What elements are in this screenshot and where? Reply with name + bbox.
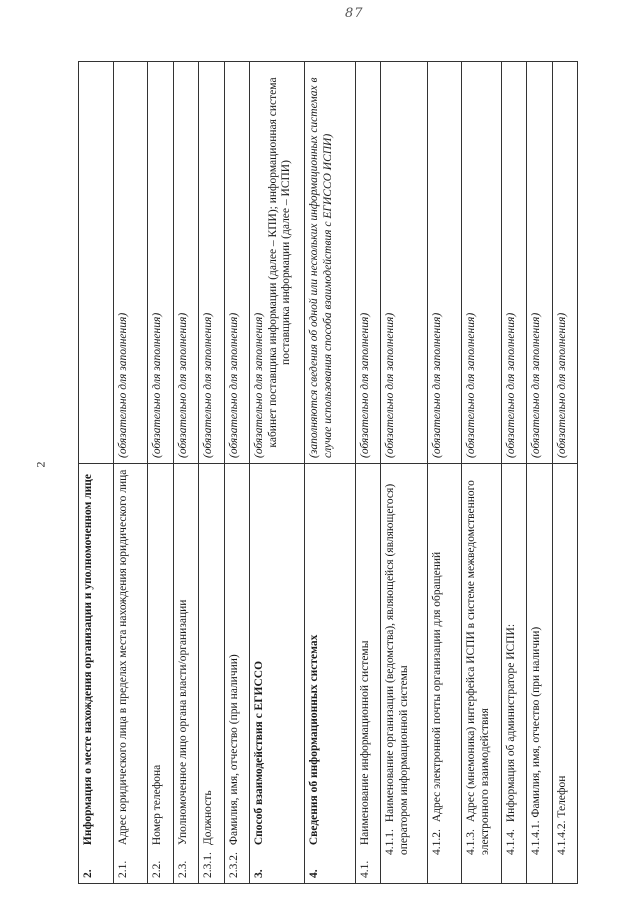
row-number: 3. xyxy=(253,869,265,878)
row-number: 4. xyxy=(308,869,321,878)
row-label: Фамилия, имя, отчество (при наличии) xyxy=(227,654,240,846)
row-number: 4.1.1. xyxy=(384,829,397,855)
row-label: Уполномоченное лицо органа власти/организации xyxy=(176,599,189,846)
row-number: 4.1.4.2. xyxy=(555,820,568,855)
row-label-cell xyxy=(462,464,501,884)
row-value-cell xyxy=(173,62,198,464)
row-label-cell xyxy=(224,464,249,884)
row-value-cell xyxy=(462,62,501,464)
row-label-cell xyxy=(305,464,356,884)
row-value-cell xyxy=(552,62,578,464)
row-label-cell xyxy=(381,464,427,884)
row-number: 2.2. xyxy=(151,860,164,878)
row-value: (обязательно для заполнения) xyxy=(530,312,543,458)
document-table-wrapper xyxy=(78,62,578,884)
row-value: (обязательно для заполнения) xyxy=(504,312,517,458)
row-value: (обязательно для заполнения) xyxy=(202,312,215,458)
row-label: Адрес юридического лица в пределах места нахождения юридического лица xyxy=(116,469,129,846)
row-label: Информация об администраторе ИСПИ: xyxy=(504,623,517,823)
row-value-cell xyxy=(148,62,173,464)
table-row xyxy=(173,62,198,884)
table-row xyxy=(148,62,173,884)
row-value-note: (обязательно для заполнения) xyxy=(253,312,265,458)
row-number: 4.1.4. xyxy=(504,829,517,855)
row-value: (обязательно для заполнения) xyxy=(555,312,568,458)
table-row xyxy=(199,62,224,884)
table-row xyxy=(462,62,501,884)
row-value: (обязательно для заполнения) xyxy=(151,312,164,458)
row-value: (обязательно для заполнения) xyxy=(227,312,240,458)
row-number: 2.3.1. xyxy=(202,852,215,878)
row-value-cell xyxy=(224,62,249,464)
table-row xyxy=(250,62,305,884)
table-row xyxy=(224,62,249,884)
table-row xyxy=(305,62,356,884)
row-label-cell xyxy=(427,464,462,884)
row-value-cell xyxy=(527,62,552,464)
row-label: Должность xyxy=(202,790,215,846)
row-label: Адрес электронной почты организации для обращений xyxy=(430,551,443,823)
row-label: Номер телефона xyxy=(151,764,164,846)
table-row xyxy=(501,62,526,884)
row-label: Способ взаимодействия с ЕГИССО xyxy=(253,660,265,846)
row-label-cell xyxy=(148,464,173,884)
table-row xyxy=(527,62,552,884)
row-value: кабинет поставщика информации (далее – КПИ); информационная система поставщика информации (далее – ИСПИ) xyxy=(266,77,293,448)
row-number: 2. xyxy=(82,869,94,878)
row-number: 4.1.3. xyxy=(465,829,478,855)
row-value-cell xyxy=(113,62,148,464)
row-label: Наименование организации (ведомства), являющейся (являющегося) оператором информационной системы xyxy=(384,483,410,855)
row-value: (обязательно для заполнения) xyxy=(465,312,478,458)
row-value: (заполняются сведения об одной или нескольких информационных системах в случае использования способа взаимодействия с ЕГИССО ИСПИ) xyxy=(308,77,334,458)
table-row xyxy=(427,62,462,884)
row-value: (обязательно для заполнения) xyxy=(176,312,189,458)
row-value-cell xyxy=(381,62,427,464)
requisites-table xyxy=(78,61,578,884)
table-row xyxy=(552,62,578,884)
row-number: 2.3.2. xyxy=(227,852,240,878)
table-row xyxy=(113,62,148,884)
row-number: 4.1.4.1. xyxy=(530,820,543,855)
table-row xyxy=(79,62,114,884)
row-label: Телефон xyxy=(555,775,568,818)
table-row xyxy=(381,62,427,884)
row-value-cell xyxy=(501,62,526,464)
table-row xyxy=(355,62,380,884)
row-label: Сведения об информационных системах xyxy=(308,634,321,846)
row-label-cell xyxy=(199,464,224,884)
page-number: 2 xyxy=(33,461,48,468)
row-label: Информация о месте нахождения организации и уполномоченном лице xyxy=(82,473,94,846)
row-number: 2.3. xyxy=(176,860,189,878)
row-number: 4.1. xyxy=(358,860,371,878)
row-value: (обязательно для заполнения) xyxy=(358,312,371,458)
row-label: Наименование информационной системы xyxy=(358,640,371,846)
row-value-cell xyxy=(250,62,305,464)
row-number: 4.1.2. xyxy=(430,829,443,855)
row-value-cell xyxy=(79,62,114,464)
row-value-cell xyxy=(305,62,356,464)
row-value: (обязательно для заполнения) xyxy=(116,312,129,458)
row-number: 2.1. xyxy=(116,860,129,878)
row-label-cell xyxy=(250,464,305,884)
row-value-cell xyxy=(199,62,224,464)
row-label: Фамилия, имя, отчество (при наличии) xyxy=(530,626,543,818)
row-value-cell xyxy=(355,62,380,464)
row-label-cell xyxy=(113,464,148,884)
row-value-cell xyxy=(427,62,462,464)
row-value: (обязательно для заполнения) xyxy=(384,312,397,458)
row-value: (обязательно для заполнения) xyxy=(430,312,443,458)
row-label-cell xyxy=(355,464,380,884)
row-label: Адрес (мнемоника) интерфейса ИСПИ в системе межведомственного электронного взаимодействия xyxy=(465,480,491,855)
row-label-cell xyxy=(173,464,198,884)
row-label-cell xyxy=(527,464,552,884)
row-label-cell xyxy=(79,464,114,884)
row-label-cell xyxy=(501,464,526,884)
handwritten-page-number: 87 xyxy=(345,6,364,21)
row-label-cell xyxy=(552,464,578,884)
